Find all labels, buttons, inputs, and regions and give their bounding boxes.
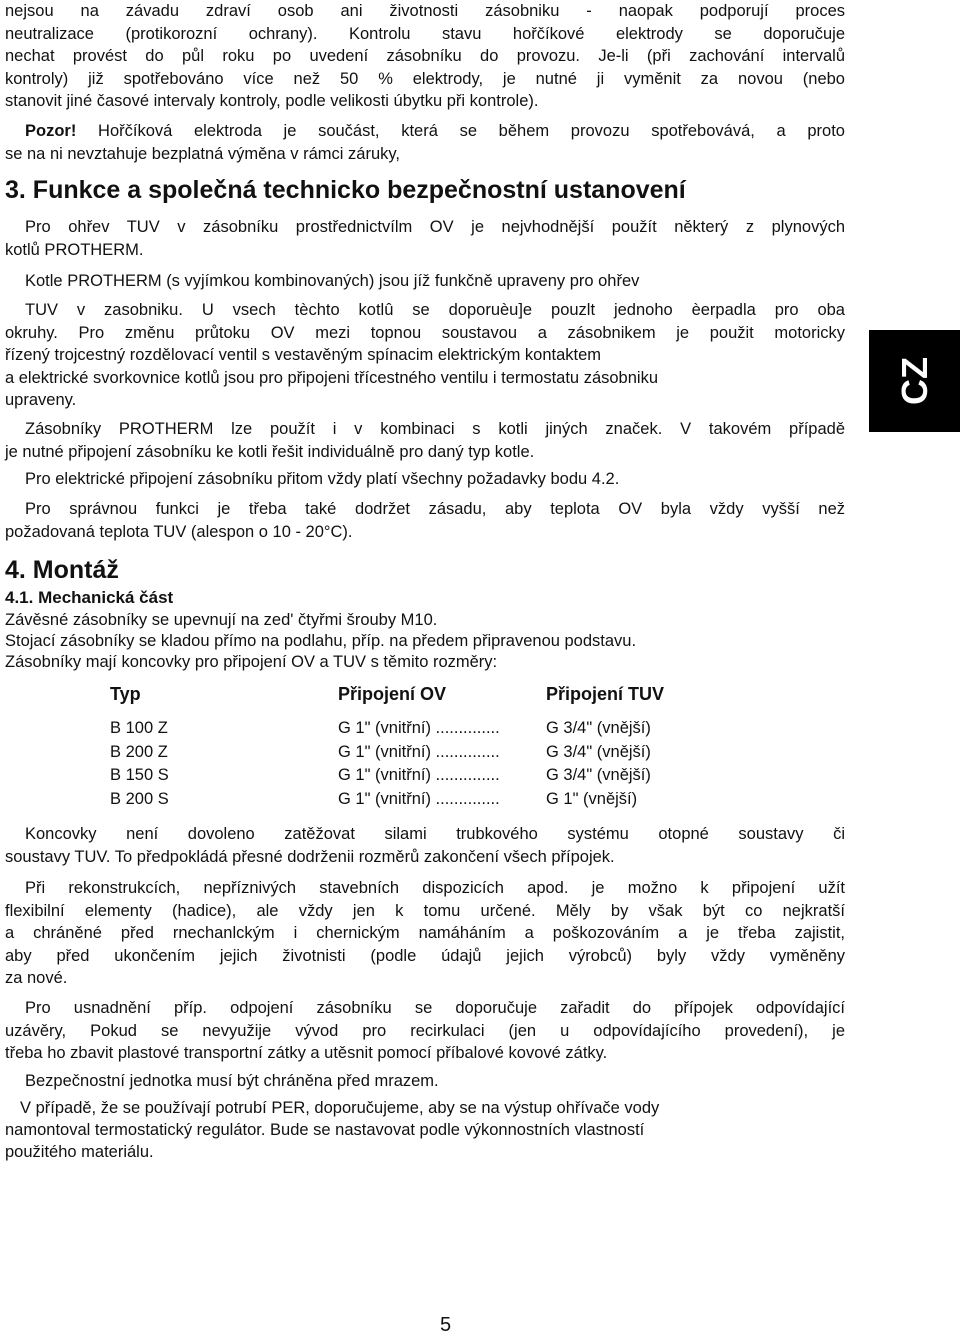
language-tab-label: CZ <box>893 357 935 405</box>
section3-p2-line: a elektrické svorkovnice kotlů jsou pro připojeni třícestného ventilu i termostatu zásobniku <box>5 368 658 387</box>
section3-p3-line: Zásobníky PROTHERM lze použít i v kombinaci s kotli jiných značek. V takovém případě <box>25 420 845 438</box>
per-line: namontoval termostatický regulátor. Bude se nastavovat podle výkonnostních vlastností <box>5 1121 645 1139</box>
per-line: použitého materiálu. <box>5 1143 154 1161</box>
table-row <box>110 717 664 741</box>
table-header-row <box>110 684 664 717</box>
table-cell: G 3/4" (vnější) <box>546 766 651 785</box>
table-row <box>110 741 664 765</box>
intro-line: stanovit jiné časové intervaly kontroly, podle velikosti úbytku při kontrole). <box>5 92 539 110</box>
reconstruction-line: Při rekonstrukcích, nepříznivých stavebních dispozicích apod. je možno k připojení užít <box>25 879 845 897</box>
reconstruction-line: aby před ukončením jejich životnisti (podle údajů jejich výrobců) byly vždy vyměněny <box>5 946 845 965</box>
koncovky-line: Koncovky není dovoleno zatěžovat silami trubkového systému otopné soustavy či <box>25 825 845 843</box>
section3-p3-line: je nutné připojení zásobníku ke kotli řešit individuálně pro daný typ kotle. <box>5 442 535 461</box>
table-cell: B 150 S <box>110 766 169 785</box>
section3-p2-line: upraveny. <box>5 391 77 409</box>
language-tab <box>869 330 960 432</box>
section3-p5-line: požadovaná teplota TUV (alespon ο 10 - 20°C). <box>5 522 353 541</box>
connections-table <box>110 684 664 811</box>
safety-unit-note: Bezpečnostní jednotka musí být chráněna před mrazem. <box>25 1072 439 1090</box>
disconnect-line: uzávěry, Pokud se nevyužije vývod pro recirkulaci (jen u odpovídajícího provedení), je <box>5 1021 845 1040</box>
intro-line: neutralizace (protikorozní ochrany). Kontrolu stavu hořčíkové elektrody se doporučuje <box>5 24 845 43</box>
page-number: 5 <box>440 1314 452 1336</box>
reconstruction-line: a chráněné před rnechanlckým i chernickým namáháním a poškozováním a je třeba zajistit, <box>5 924 845 942</box>
disconnect-line: Pro usnadnění příp. odpojení zásobníku se doporučuje zařadit do přípojek odpovídající <box>25 999 845 1017</box>
section-3-title: 3. Funkce a společná technicko bezpečnostní ustanovení <box>5 176 686 204</box>
warning-text: Hořčíková elektroda je součást, která se během provozu spotřebovává, a proto <box>98 122 845 140</box>
reconstruction-line: flexibilní elementy (hadice), ale vždy jen k tomu určené. Měly by však být co nejkratší <box>5 901 845 920</box>
section3-p1-line: Pro ohřev TUV v zásobníku prostřednictvílm OV je nejvhodnější použít některý z plynových <box>25 218 845 236</box>
table-cell: B 200 S <box>110 789 169 808</box>
warning-label: Pozor! <box>25 122 77 140</box>
table-row <box>110 764 664 788</box>
section3-p1-line: kotlů PROTHERM. <box>5 240 144 259</box>
section3-p4: Pro elektrické připojení zásobníku přitom vždy platí všechny požadavky bodu 4.2. <box>25 470 620 488</box>
table-cell: G 1" (vnitřní) .............. <box>338 742 500 761</box>
warning-line <box>5 120 845 143</box>
table-cell: B 200 Z <box>110 742 168 761</box>
koncovky-line: soustavy TUV. To předpokládá přesné dodrženii rozměrů zakončení všech přípojek. <box>5 848 615 866</box>
table-row <box>110 788 664 812</box>
section3-p5-line: Pro správnou funkci je třeba také dodržet zásadu, aby teplota OV byla vždy vyšší než <box>25 500 845 518</box>
reconstruction-line: za nové. <box>5 969 68 987</box>
section3-p2-line: řízený trojcestný rozdělovací ventil s vestavěným spínacim elektrickým kontaktem <box>5 346 602 364</box>
section-4-title: 4. Montáž <box>5 556 119 584</box>
table-cell: G 1" (vnitřní) .............. <box>338 789 500 808</box>
section3-p2-line: okruhy. Pro změnu průtoku OV mezi topnou soustavou a zásobnikem je použit motoricky <box>5 323 845 342</box>
section3-p2-line: Kotle PROTHERM (s vyjímkou kombinovaných) jsou jíž funkčně upraveny pro ohřev <box>25 272 640 290</box>
column-header: Typ <box>110 684 141 704</box>
per-line: V případě, že se používají potrubí PER, doporučujeme, aby se na výstup ohřívače vody <box>20 1099 660 1117</box>
section3-p2-line: TUV v zasobniku. U vsech tèchto kotlû se doporuèu]e pouzlt jednoho èerpadla pro oba <box>25 301 845 319</box>
intro-line: nejsou na závadu zdraví osob ani životnosti zásobniku - naopak podporují proces <box>5 2 845 20</box>
section-4-1-title: 4.1. Mechanická část <box>5 588 174 607</box>
intro-line: kontroly) již spotřebováno více než 50 % elektrody, je nutné ji vyměnit za novou (nebo <box>5 69 845 88</box>
table-cell: B 100 Z <box>110 719 168 738</box>
disconnect-line: třeba ho zbavit plastové transportní zátky a utěsnit pomocí příbalové kovové zátky. <box>5 1044 608 1062</box>
table-cell: G 3/4" (vnější) <box>546 719 651 738</box>
table-cell: G 1" (vnitřní) .............. <box>338 719 500 738</box>
column-header: Připojení TUV <box>546 684 665 704</box>
table-cell: G 1" (vnitřní) .............. <box>338 766 500 785</box>
table-cell: G 1" (vnější) <box>546 789 638 808</box>
table-cell: G 3/4" (vnější) <box>546 742 651 761</box>
mount-line: Stojací zásobníky se kladou přímo na podlahu, příp. na předem připravenou podstavu. <box>5 632 637 650</box>
column-header: Připojení OV <box>338 684 447 704</box>
warning-line-2: se na ni nevztahuje bezplatná výměna v rámci záruky, <box>5 144 400 163</box>
mount-line: Závěsné zásobníky se upevnují na zed' čtyřmi šrouby M10. <box>5 611 438 629</box>
mount-line: Zásobníky mají koncovky pro připojení OV a TUV s těmito rozměry: <box>5 653 498 671</box>
intro-line: nechat provést do půl roku po uvedení zásobníku do provozu. Je-li (při zachování intervalů <box>5 47 845 65</box>
